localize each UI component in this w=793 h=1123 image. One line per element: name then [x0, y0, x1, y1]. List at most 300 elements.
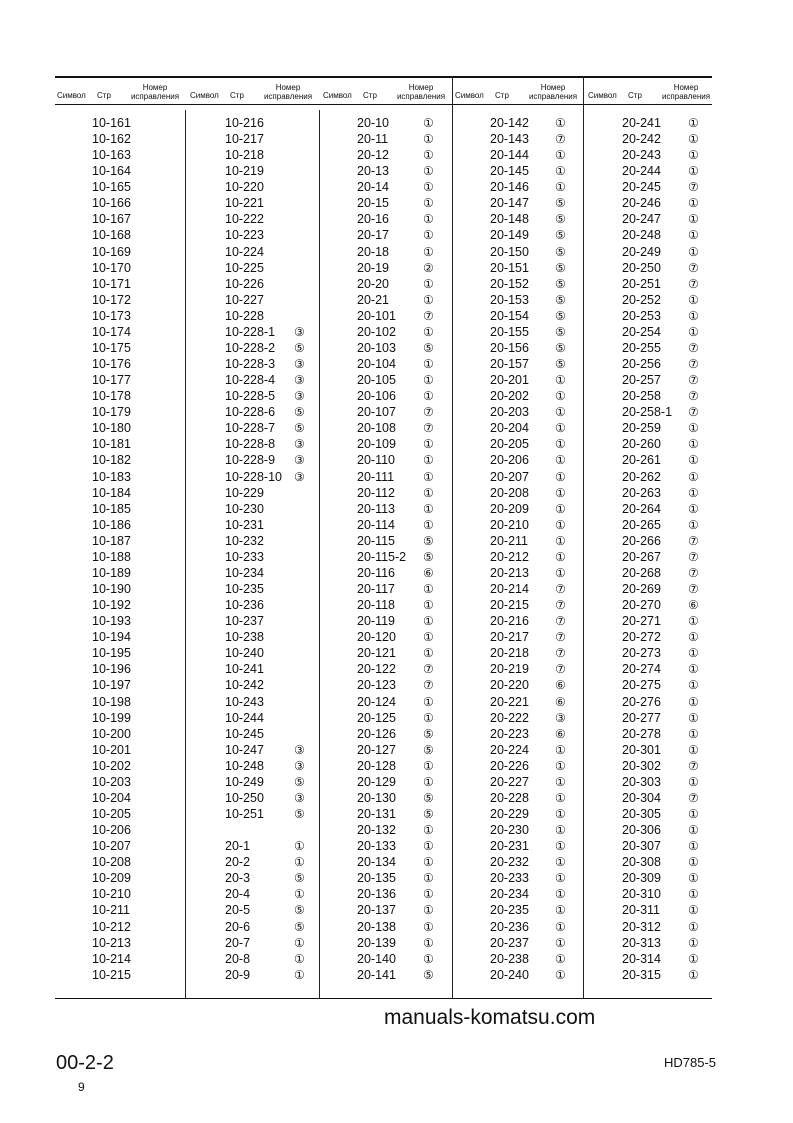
- page-number: 20-240: [490, 967, 529, 982]
- page-number: 10-227: [225, 292, 264, 307]
- page-number: 10-228-5: [225, 389, 276, 404]
- revision-number: ⑤: [294, 774, 305, 789]
- page-number: 10-178: [92, 389, 131, 404]
- revision-number: ⑦: [688, 260, 699, 275]
- page-number: 10-232: [225, 533, 264, 548]
- page-number: 20-145: [490, 164, 529, 179]
- top-rule: [55, 76, 712, 78]
- page-number: 10-243: [225, 694, 264, 709]
- revision-number: ①: [423, 485, 434, 500]
- revision-number: ⑥: [423, 565, 434, 580]
- page-number: 10-224: [225, 244, 264, 259]
- page-number: 20-112: [357, 485, 395, 500]
- page-number: 20-211: [490, 533, 528, 548]
- page-number: 20-124: [357, 694, 396, 709]
- revision-number: ⑦: [688, 405, 699, 420]
- header-symbol: Символ: [588, 91, 617, 100]
- page-number: 20-150: [490, 244, 529, 259]
- page-number: 10-182: [92, 453, 131, 468]
- page-number: 20-231: [490, 839, 529, 854]
- page-number: 10-215: [92, 967, 131, 982]
- revision-number: ⑤: [423, 807, 434, 821]
- revision-number: ⑤: [555, 308, 566, 323]
- revision-number: ⑦: [555, 662, 566, 677]
- page-number: 20-104: [357, 357, 396, 372]
- page-number: 10-228: [225, 308, 264, 323]
- revision-number: ①: [423, 517, 434, 532]
- page-number: 20-103: [357, 340, 396, 355]
- page-number: 20-270: [622, 598, 661, 613]
- revision-number: ⑤: [555, 340, 566, 355]
- page-number: 20-242: [622, 132, 661, 147]
- revision-number: ⑤: [555, 276, 566, 291]
- revision-number: ①: [423, 389, 434, 404]
- header-revision: [260, 83, 316, 101]
- revision-number: ③: [294, 758, 305, 773]
- revision-number: ①: [423, 132, 434, 147]
- page-number: 20-116: [357, 565, 395, 580]
- page-number: 20-258-1: [622, 405, 673, 420]
- page-number: 20-2: [225, 855, 251, 870]
- revision-number: ⑥: [555, 678, 566, 693]
- revision-number: ⑥: [555, 694, 566, 709]
- revision-number: ①: [423, 453, 434, 468]
- page-number: 20-218: [490, 646, 529, 661]
- page-number: 10-249: [225, 774, 264, 789]
- page-number: 20-110: [357, 453, 395, 468]
- revision-number: ①: [688, 774, 699, 789]
- revision-number: ①: [688, 324, 699, 339]
- page-number: 10-164: [92, 164, 131, 179]
- page-number: 20-306: [622, 823, 661, 838]
- page-number: 20-236: [490, 919, 529, 934]
- page-number: 20-223: [490, 726, 529, 741]
- revision-number: ①: [294, 967, 305, 982]
- page-number: 10-238: [225, 630, 264, 645]
- page-number: 10-185: [92, 501, 131, 516]
- header-revision-line1: Номер: [673, 83, 699, 92]
- page-number: 20-276: [622, 694, 661, 709]
- page-number: 20-237: [490, 935, 529, 950]
- page-number: 20-9: [225, 967, 251, 982]
- revision-number: ①: [423, 501, 434, 516]
- header-revision-line2: исправления: [130, 92, 180, 101]
- page-number: 20-217: [490, 630, 529, 645]
- revision-number: ①: [423, 855, 434, 870]
- page-number: 20-262: [622, 469, 661, 484]
- revision-number: ①: [423, 646, 434, 661]
- page-number: 20-272: [622, 630, 661, 645]
- page-number: 10-228-8: [225, 437, 276, 452]
- page-number: 20-127: [357, 742, 396, 757]
- page-number: 10-231: [225, 517, 264, 532]
- page-number: 10-223: [225, 228, 264, 243]
- page-number: 10-167: [92, 212, 131, 227]
- revision-number: ①: [688, 469, 699, 484]
- page-number: 20-16: [357, 212, 389, 227]
- page-number: 20-12: [357, 148, 389, 163]
- page-number: 20-259: [622, 421, 661, 436]
- page-number: 10-200: [92, 726, 131, 741]
- page-number: 20-151: [490, 260, 529, 275]
- page-number: 10-194: [92, 630, 131, 645]
- column-divider: [452, 76, 453, 998]
- page-number: 20-314: [622, 951, 661, 966]
- header-page: Стр: [230, 91, 244, 100]
- revision-number: ⑤: [423, 790, 434, 805]
- revision-number: ①: [555, 790, 566, 805]
- page-number: 20-247: [622, 212, 661, 227]
- page-number: 10-234: [225, 565, 264, 580]
- page-number: 20-155: [490, 324, 529, 339]
- page-number: 20-233: [490, 871, 529, 886]
- page-number: 10-183: [92, 469, 131, 484]
- revision-number: ①: [555, 389, 566, 404]
- page-number: 20-15: [357, 196, 389, 211]
- model-name: HD785-5: [664, 1055, 717, 1070]
- page-number: 20-111: [357, 469, 395, 484]
- page-number: 20-148: [490, 212, 529, 227]
- page-number: 10-225: [225, 260, 264, 275]
- revision-number: ①: [688, 855, 699, 870]
- page-number: 20-140: [357, 951, 396, 966]
- revision-number: ①: [294, 887, 305, 902]
- revision-number: ①: [555, 373, 566, 388]
- revision-number: ⑤: [294, 871, 305, 886]
- page-number: 10-189: [92, 565, 131, 580]
- page-number: 20-204: [490, 421, 529, 436]
- revision-number: ⑤: [555, 324, 566, 339]
- page-number: 20-1: [225, 839, 251, 854]
- revision-number: ①: [688, 871, 699, 886]
- page-number: 20-273: [622, 646, 661, 661]
- revision-number: ⑤: [555, 228, 566, 243]
- page-number: 20-311: [622, 903, 660, 918]
- revision-number: ①: [423, 582, 434, 597]
- header-symbol: Символ: [57, 91, 86, 100]
- revision-number: ⑦: [555, 132, 566, 147]
- page-number: 20-229: [490, 807, 529, 821]
- page-number: 20-201: [490, 373, 529, 388]
- page-number: 10-193: [92, 614, 131, 629]
- revision-number: ⑤: [555, 292, 566, 307]
- page-number: 20-212: [490, 549, 529, 564]
- revision-number: ①: [555, 742, 566, 757]
- page-number: 20-132: [357, 823, 396, 838]
- revision-number: ①: [423, 935, 434, 950]
- page-number: 20-3: [225, 871, 251, 886]
- revision-number: ①: [423, 871, 434, 886]
- page-number: 20-202: [490, 389, 529, 404]
- page-number: 20-7: [225, 935, 251, 950]
- page-number: 10-190: [92, 582, 131, 597]
- page-number: 20-21: [357, 292, 389, 307]
- page-number: 20-115-2: [357, 549, 407, 564]
- revision-number: ③: [294, 469, 305, 484]
- page-number: 20-274: [622, 662, 661, 677]
- page-number: 10-241: [225, 662, 264, 677]
- revision-number: ⑤: [294, 421, 305, 436]
- revision-number: ①: [423, 630, 434, 645]
- revision-number: ①: [423, 710, 434, 725]
- page-number: 10-199: [92, 710, 131, 725]
- page-number: 10-207: [92, 839, 131, 854]
- page-number: 10-210: [92, 887, 131, 902]
- page-number: 20-266: [622, 533, 661, 548]
- revision-number: ①: [555, 116, 566, 130]
- page-number: 10-219: [225, 164, 264, 179]
- revision-number: ①: [423, 469, 434, 484]
- revision-number: ①: [688, 485, 699, 500]
- revision-number: ①: [688, 951, 699, 966]
- revision-number: ③: [294, 437, 305, 452]
- page-number: 10-228-4: [225, 373, 276, 388]
- page-number: 10-184: [92, 485, 131, 500]
- page-number: 20-10: [357, 116, 389, 130]
- page-number: 10-195: [92, 646, 131, 661]
- page-number: 20-117: [357, 582, 395, 597]
- revision-number: ①: [555, 549, 566, 564]
- revision-number: ⑦: [688, 389, 699, 404]
- revision-number: ①: [555, 453, 566, 468]
- page-number: 20-234: [490, 887, 529, 902]
- page-number: 20-232: [490, 855, 529, 870]
- page-number: 20-143: [490, 132, 529, 147]
- page-number: 20-11: [357, 132, 389, 147]
- revision-number: ①: [688, 453, 699, 468]
- page-number: 10-245: [225, 726, 264, 741]
- page-number: 10-186: [92, 517, 131, 532]
- page-number: 20-152: [490, 276, 529, 291]
- page-number: 20-18: [357, 244, 389, 259]
- page-number: 10-240: [225, 646, 264, 661]
- page-number: 20-146: [490, 180, 529, 195]
- page-number: 20-133: [357, 839, 396, 854]
- revision-number: ⑦: [423, 662, 434, 677]
- page-number: 20-101: [357, 308, 396, 323]
- revision-number: ③: [294, 357, 305, 372]
- page-number: 10-171: [92, 276, 131, 291]
- page-number: 20-249: [622, 244, 661, 259]
- page-number: 20-250: [622, 260, 661, 275]
- page-number: 10-235: [225, 582, 264, 597]
- revision-number: ⑦: [423, 405, 434, 420]
- page-number: 10-221: [225, 196, 264, 211]
- header-symbol: Символ: [323, 91, 352, 100]
- revision-number: ①: [423, 116, 434, 130]
- page-number: 10-233: [225, 549, 264, 564]
- page-number: 20-264: [622, 501, 661, 516]
- page-number: 20-304: [622, 790, 661, 805]
- page-number: 20-19: [357, 260, 389, 275]
- page-number: 10-205: [92, 807, 131, 821]
- revision-number: ①: [688, 919, 699, 934]
- revision-number: ⑦: [688, 790, 699, 805]
- page-number: 10-228-6: [225, 405, 276, 420]
- page-number: 20-303: [622, 774, 661, 789]
- revision-number: ③: [294, 373, 305, 388]
- page-number: 20-216: [490, 614, 529, 629]
- page-number: 20-138: [357, 919, 396, 934]
- revision-number: ⑦: [555, 646, 566, 661]
- revision-number: ①: [555, 774, 566, 789]
- revision-number: ①: [423, 758, 434, 773]
- page-number: 20-105: [357, 373, 396, 388]
- page-number: 20-265: [622, 517, 661, 532]
- page-number: 20-4: [225, 887, 251, 902]
- page-number: 20-312: [622, 919, 661, 934]
- page-number: 20-134: [357, 855, 396, 870]
- revision-number: ③: [294, 742, 305, 757]
- revision-number: ①: [688, 437, 699, 452]
- page-number: 10-172: [92, 292, 131, 307]
- revision-number: ①: [555, 501, 566, 516]
- page-number: 20-307: [622, 839, 661, 854]
- revision-number: ①: [555, 164, 566, 179]
- revision-number: ①: [555, 758, 566, 773]
- revision-number: ①: [688, 614, 699, 629]
- page-number: 10-216: [225, 116, 264, 130]
- page-number: 10-218: [225, 148, 264, 163]
- page-number: 20-107: [357, 405, 396, 420]
- page-number: 10-230: [225, 501, 264, 516]
- page-number: 20-301: [622, 742, 661, 757]
- page-number: 20-245: [622, 180, 661, 195]
- page-number: 20-309: [622, 871, 661, 886]
- revision-number: ①: [294, 839, 305, 854]
- header-page: Стр: [97, 91, 111, 100]
- revision-number: ⑦: [423, 421, 434, 436]
- revision-number: ①: [688, 228, 699, 243]
- revision-number: ①: [423, 292, 434, 307]
- page-number: 10-180: [92, 421, 131, 436]
- page-number: 20-147: [490, 196, 529, 211]
- page-number: 20-108: [357, 421, 396, 436]
- revision-number: ①: [555, 967, 566, 982]
- revision-number: ⑤: [555, 244, 566, 259]
- page-number: 20-129: [357, 774, 396, 789]
- page-number: 20-128: [357, 758, 396, 773]
- page-number: 20-305: [622, 807, 661, 821]
- page-number: 10-173: [92, 308, 131, 323]
- page-number: 20-214: [490, 582, 529, 597]
- page-number: 20-243: [622, 148, 661, 163]
- page-number: 20-157: [490, 357, 529, 372]
- page-number: 10-237: [225, 614, 264, 629]
- revision-number: ⑤: [555, 196, 566, 211]
- page-number: 20-226: [490, 758, 529, 773]
- page-number: 20-241: [622, 116, 661, 130]
- header-revision-line1: Номер: [540, 83, 566, 92]
- revision-number: ⑦: [688, 758, 699, 773]
- revision-number: ①: [555, 839, 566, 854]
- revision-number: ①: [555, 807, 566, 821]
- revision-number: ⑦: [555, 582, 566, 597]
- header-revision: [658, 83, 714, 101]
- page-number: 10-197: [92, 678, 131, 693]
- page-number: 10-176: [92, 357, 131, 372]
- page-number: 10-248: [225, 758, 264, 773]
- revision-number: ①: [423, 903, 434, 918]
- page-number: 20-235: [490, 903, 529, 918]
- page-number: 10-201: [92, 742, 131, 757]
- revision-number: ①: [423, 196, 434, 211]
- page-number: 20-256: [622, 357, 661, 372]
- revision-number: ①: [688, 646, 699, 661]
- page-number: 20-238: [490, 951, 529, 966]
- revision-number: ①: [688, 710, 699, 725]
- revision-number: ①: [688, 517, 699, 532]
- revision-number: ①: [555, 469, 566, 484]
- header-revision-line2: исправления: [661, 92, 711, 101]
- revision-number: ⑦: [688, 180, 699, 195]
- revision-number: ①: [688, 501, 699, 516]
- page-number: 20-6: [225, 919, 251, 934]
- revision-number: ①: [423, 774, 434, 789]
- page-number: 20-206: [490, 453, 529, 468]
- revision-number: ①: [688, 630, 699, 645]
- header-symbol: Символ: [455, 91, 484, 100]
- page-number: 20-154: [490, 308, 529, 323]
- page-number: 20-142: [490, 116, 529, 130]
- revision-number: ③: [294, 324, 305, 339]
- revision-number: ①: [555, 517, 566, 532]
- page-number: 10-162: [92, 132, 131, 147]
- revision-number: ①: [423, 324, 434, 339]
- page-number: 20-254: [622, 324, 661, 339]
- page-number: 10-250: [225, 790, 264, 805]
- page-number: 10-166: [92, 196, 131, 211]
- header-revision-line1: Номер: [275, 83, 301, 92]
- page-number: 10-198: [92, 694, 131, 709]
- page-number: 10-170: [92, 260, 131, 275]
- page-number: 20-222: [490, 710, 529, 725]
- revision-number: ①: [688, 292, 699, 307]
- page-number: 20-248: [622, 228, 661, 243]
- page-number: 20-106: [357, 389, 396, 404]
- page-number: 20-119: [357, 614, 395, 629]
- page-number: 10-229: [225, 485, 264, 500]
- page-number: 20-267: [622, 549, 661, 564]
- revision-number: ①: [688, 308, 699, 323]
- revision-number: ③: [294, 389, 305, 404]
- page-number: 20-149: [490, 228, 529, 243]
- page-number: 20-261: [622, 453, 661, 468]
- header-revision-line2: исправления: [263, 92, 313, 101]
- revision-number: ⑦: [688, 565, 699, 580]
- sheet-number: 9: [78, 1080, 85, 1094]
- page-number: 20-215: [490, 598, 529, 613]
- revision-number: ①: [688, 164, 699, 179]
- page-number: 20-227: [490, 774, 529, 789]
- revision-number: ①: [555, 823, 566, 838]
- page-number: 20-205: [490, 437, 529, 452]
- page-number: 10-228-1: [225, 324, 276, 339]
- revision-number: ⑤: [423, 549, 434, 564]
- page-number: 20-268: [622, 565, 661, 580]
- page-number: 10-192: [92, 598, 131, 613]
- revision-number: ⑦: [688, 582, 699, 597]
- revision-number: ①: [688, 823, 699, 838]
- revision-number: ①: [423, 276, 434, 291]
- revision-number: ②: [423, 260, 434, 275]
- page-number: 20-209: [490, 501, 529, 516]
- page-number: 20-260: [622, 437, 661, 452]
- header-page: Стр: [363, 91, 377, 100]
- revision-number: ①: [294, 855, 305, 870]
- revision-number: ①: [555, 855, 566, 870]
- page-number: 20-139: [357, 935, 396, 950]
